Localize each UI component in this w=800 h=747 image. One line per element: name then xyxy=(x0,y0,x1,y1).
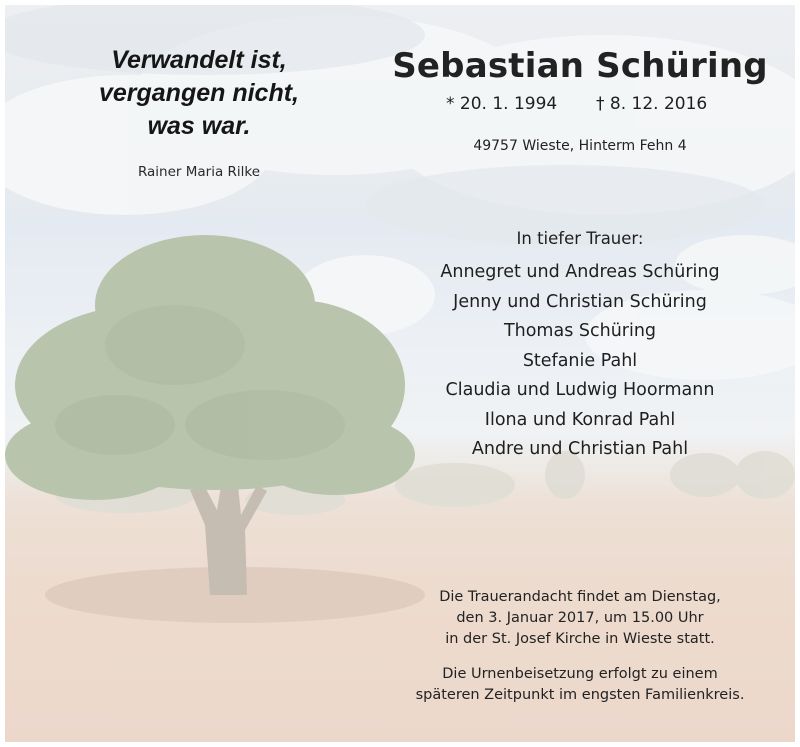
mourning-label: In tiefer Trauer: xyxy=(516,229,644,248)
mourners-list xyxy=(380,258,780,465)
burial-info xyxy=(380,664,780,706)
mourner-name: Annegret und Andreas Schüring xyxy=(440,262,720,282)
address: 49757 Wieste, Hinterm Fehn 4 xyxy=(473,138,687,154)
death-date: † 8. 12. 2016 xyxy=(596,94,708,114)
service-line: in der St. Josef Kirche in Wieste statt. xyxy=(445,631,715,647)
birth-date: * 20. 1. 1994 xyxy=(446,94,558,114)
burial-line: späteren Zeitpunkt im engsten Familienkreis. xyxy=(415,687,745,703)
mourner-name: Jenny und Christian Schüring xyxy=(453,291,707,312)
service-line: den 3. Januar 2017, um 15.00 Uhr xyxy=(456,610,704,626)
mourner-name: Claudia und Ludwig Hoormann xyxy=(445,380,715,400)
service-line: Die Trauerandacht findet am Dienstag, xyxy=(439,589,721,605)
service-info xyxy=(380,587,780,650)
mourner-name: Ilona und Konrad Pahl xyxy=(484,409,676,430)
burial-line: Die Urnenbeisetzung erfolgt zu einem xyxy=(442,666,718,682)
mourner-name: Thomas Schüring xyxy=(503,321,657,341)
quote-line: was war. xyxy=(147,112,251,140)
quote-line: Verwandelt ist, xyxy=(111,46,287,74)
mourner-name: Stefanie Pahl xyxy=(522,350,638,371)
deceased-name: Sebastian Schüring xyxy=(392,46,768,86)
quote-author: Rainer Maria Rilke xyxy=(137,164,261,180)
quote-line: vergangen nicht, xyxy=(98,79,300,107)
quote xyxy=(40,44,358,143)
mourner-name: Andre und Christian Pahl xyxy=(471,439,689,459)
